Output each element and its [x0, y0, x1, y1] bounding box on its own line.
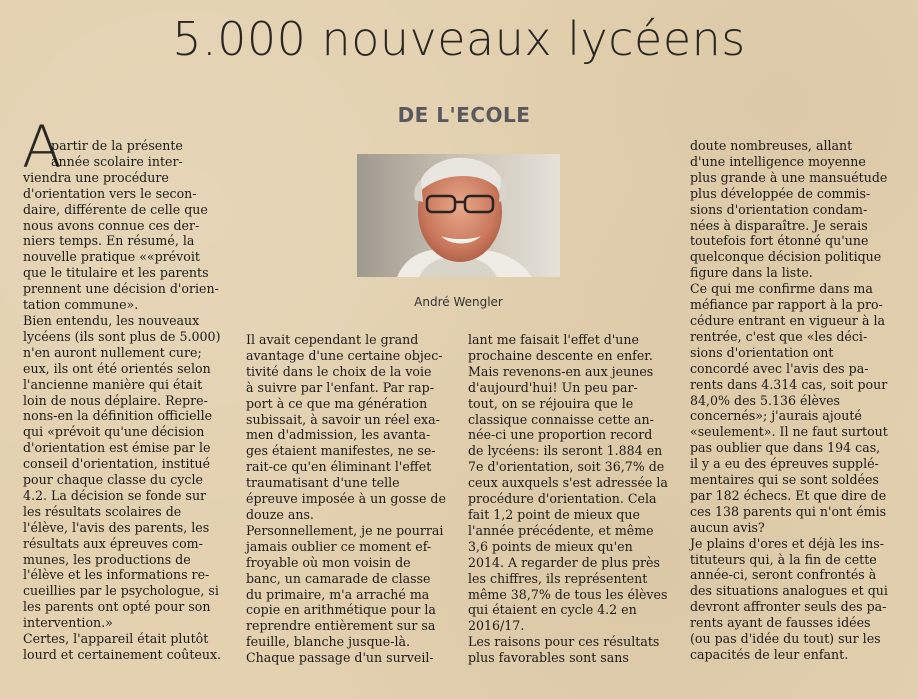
- article-column-3: lant me faisait l'effet d'une prochaine descente en enfer. Mais revenons-en aux jeunes d'aujourd'hui! Un peu par- tout, on se réjouira que le classique connaisse cette an- née-ci une proportion record de lycéens: ils seront 1.884 en 7e d'orientation, soit 36,7% de ceux auxquels s'est adressée la procédure d'orientation. Cela fait 1,2 point de mieux que l'année précédente, et même 3,6 points de mieux qu'en 2014. A regarder de plus près les chiffres, ils représentent même 38,7% de tous les élèves qui étaient en cycle 4.2 en 2016/17. Les raisons pour ces résultats plus favorables sont sans: [468, 332, 668, 666]
- article-column-1: partir de la présente année scolaire inter- viendra une procédure d'orientation vers le secon- daire, différente de celle que nous avons connue ces der- niers temps. En résumé, la nouvelle pratique ««prévoit que le titulaire et les parents prennent une décision d'orien- tation commune». Bien entendu, les nouveaux lycéens (ils sont plus de 5.000) n'en auront nullement cure; eux, ils ont été orientés selon l'ancienne manière qui était loin de nous déplaire. Repre- nons-en la définition officielle qui «prévoit qu'une décision d'orientation est émise par le conseil d'orientation, institué pour chaque classe du cycle 4.2. La décision se fonde sur les résultats scolaires de l'élève, l'avis des parents, les résultats aux épreuves com- munes, les productions de l'élève et les informations re- cueillies par le psychologue, si les parents ont opté pour son intervention.» Certes, l'appareil était plutôt lourd et certainement coûteux.: [23, 138, 222, 662]
- drop-cap: A: [22, 113, 62, 181]
- section-rubric: DE L'ECOLE: [397, 103, 531, 127]
- photo-caption: André Wengler: [414, 295, 503, 309]
- author-portrait-image: [357, 154, 560, 277]
- article-column-4: doute nombreuses, allant d'une intelligence moyenne plus grande à une mansuétude plus développée de commis- sions d'orientation condam- nées à disparaître. Je serais toutefois fort étonné qu'une quelconque décision politique figure dans la liste. Ce qui me confirme dans ma méfiance par rapport à la pro- cédure entrant en vigueur à la rentrée, c'est que «les déci- sions d'orientation ont concordé avec l'avis des pa- rents dans 4.314 cas, soit pour 84,0% des 5.136 élèves concernés»; j'aurais ajouté «seulement». Il ne faut surtout pas oublier que dans 194 cas, il y a eu des épreuves supplé- mentaires qui se sont soldées par 182 échecs. Et que dire de ces 138 parents qui n'ont émis aucun avis? Je plains d'ores et déjà les ins- tituteurs qui, à la fin de cette année-ci, seront confrontés à des situations analogues et qui devront affronter seuls des pa- rents ayant de fausses idées (ou pas d'idée du tout) sur les capacités de leur enfant.: [690, 138, 888, 662]
- headline: 5.000 nouveaux lycéens: [172, 12, 746, 66]
- article-column-2: Il avait cependant le grand avantage d'une certaine objec- tivité dans le choix de la voie à suivre par l'enfant. Par rap- port à ce que ma génération subissait, à savoir un réel exa- men d'admission, les avanta- ges étaient manifestes, ne se- rait-ce qu'en éliminant l'effet traumatisant d'une telle épreuve imposée à un gosse de douze ans. Personnellement, je ne pourrai jamais oublier ce moment ef- froyable où mon voisin de banc, un camarade de classe du primaire, m'a arraché ma copie en arithmétique pour la reprendre entièrement sur sa feuille, blanche jusque-là. Chaque passage d'un surveil-: [246, 332, 446, 666]
- author-photo: [357, 154, 560, 277]
